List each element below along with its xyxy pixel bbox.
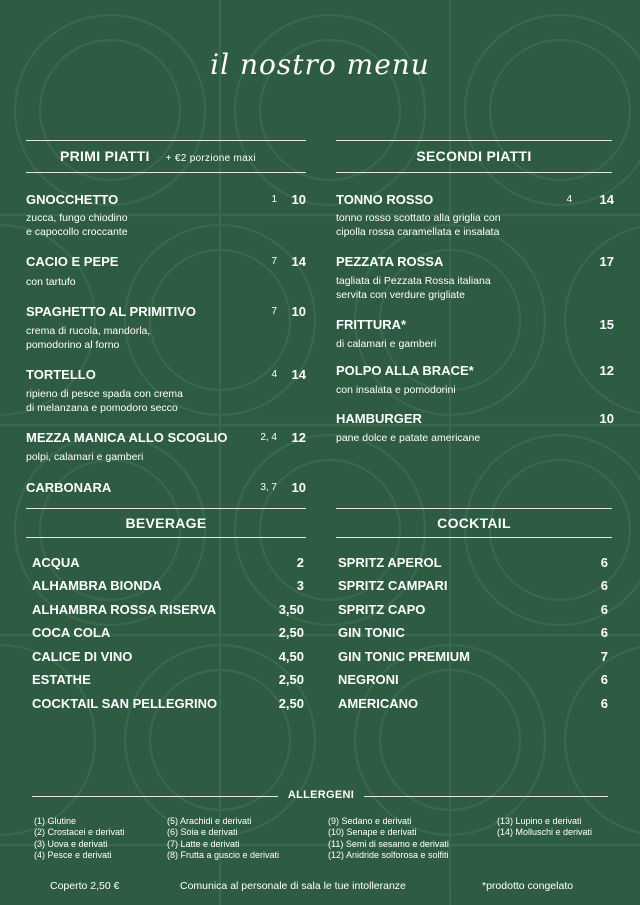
congelato-note: *prodotto congelato — [482, 880, 574, 892]
dish-name: GNOCCHETTO — [26, 192, 119, 207]
allergen-item: (4) Pesce e derivati — [34, 850, 112, 861]
dish-price: 14 — [599, 192, 614, 207]
allergeni-heading: ALLERGENI — [287, 789, 355, 801]
cocktail-name: SPRITZ CAMPARI — [338, 578, 448, 593]
cocktail-price: 6 — [600, 578, 608, 593]
dish-desc: pane dolce e patate americane — [336, 432, 481, 444]
allergen-item: (1) Glutine — [34, 816, 77, 826]
beverage-heading: BEVERAGE — [125, 515, 207, 531]
cocktail-name: SPRITZ APEROL — [338, 555, 442, 570]
dish-name: TONNO ROSSO — [336, 192, 434, 207]
dish-desc: tonno rosso scottato alla griglia con — [336, 212, 501, 224]
cocktail-price: 6 — [600, 602, 608, 617]
beverage-price: 3,50 — [278, 602, 304, 617]
dish-desc: ripieno di pesce spada con crema — [26, 388, 184, 400]
dish-name: CARBONARA — [26, 480, 112, 495]
dish-desc: e capocollo croccante — [26, 226, 128, 238]
beverage-name: ALHAMBRA ROSSA RISERVA — [32, 602, 217, 617]
cocktail-name: GIN TONIC PREMIUM — [338, 649, 470, 664]
beverage-name: ACQUA — [32, 555, 80, 570]
allergen-item: (8) Frutta a guscio e derivati — [167, 850, 280, 861]
dish-name: POLPO ALLA BRACE* — [336, 363, 474, 378]
beverage-name: COCKTAIL SAN PELLEGRINO — [32, 696, 218, 711]
cocktail-price: 6 — [600, 555, 608, 570]
dish-name: FRITTURA* — [336, 317, 407, 332]
allergen-column — [167, 816, 279, 862]
dish-name: CACIO E PEPE — [26, 254, 119, 269]
dish-allergens: 7 — [271, 306, 277, 317]
beverage-name: CALICE DI VINO — [32, 649, 133, 664]
allergen-item: (6) Soia e derivati — [167, 827, 238, 838]
dish-allergens: 2, 4 — [260, 432, 277, 443]
cocktail-name: SPRITZ CAPO — [338, 602, 426, 617]
secondi-heading: SECONDI PIATTI — [416, 148, 532, 164]
allergen-item: (2) Crostacei e derivati — [34, 827, 125, 838]
beverage-top-rule — [26, 508, 306, 509]
allergen-item: (13) Lupino e derivati — [497, 816, 582, 826]
primi-heading — [60, 148, 256, 164]
beverage-price: 2 — [296, 555, 304, 570]
dish-desc: cipolla rossa caramellata e insalata — [336, 226, 500, 238]
cocktail-price: 6 — [600, 696, 608, 711]
allergeni-rule-left — [32, 796, 278, 797]
cocktail-name: GIN TONIC — [338, 625, 405, 640]
beverage-price: 2,50 — [278, 672, 304, 687]
dish-name: SPAGHETTO AL PRIMITIVO — [26, 304, 196, 319]
beverage-price: 3 — [296, 578, 304, 593]
beverage-price: 4,50 — [278, 649, 304, 664]
cocktail-price: 7 — [600, 649, 608, 664]
primi-title: PRIMI PIATTI — [60, 148, 150, 164]
beverage-price: 2,50 — [278, 625, 304, 640]
allergeni-rule-right — [364, 796, 608, 797]
menu-title: il nostro menu — [210, 48, 430, 81]
dish-allergens: 3, 7 — [260, 482, 277, 493]
dish-desc: polpi, calamari e gamberi — [26, 451, 144, 463]
beverage-name: ESTATHE — [32, 672, 91, 687]
dish-desc: crema di rucola, mandorla, — [26, 325, 151, 337]
dish-allergens: 4 — [271, 369, 277, 380]
dish-name: MEZZA MANICA ALLO SCOGLIO — [26, 430, 228, 445]
dish-desc: di melanzana e pomodoro secco — [26, 402, 178, 414]
dish-price: 14 — [291, 254, 306, 269]
cocktail-name: AMERICANO — [338, 696, 419, 711]
beverage-name: COCA COLA — [32, 625, 111, 640]
allergen-item: (10) Senape e derivati — [328, 827, 417, 838]
dish-price: 10 — [291, 192, 306, 207]
dish-allergens: 7 — [271, 256, 277, 267]
allergen-item: (11) Semi di sesamo e derivati — [328, 838, 449, 849]
beverage-price: 2,50 — [278, 696, 304, 711]
dish-price: 17 — [599, 254, 614, 269]
primi-bottom-rule — [26, 172, 306, 173]
allergen-item: (14) Molluschi e derivati — [497, 827, 593, 838]
secondi-bottom-rule — [336, 172, 612, 173]
secondi-top-rule — [336, 140, 612, 141]
allergen-item: (12) Anidride solforosa e solfiti — [328, 850, 449, 861]
dish-desc: di calamari e gamberi — [336, 338, 437, 350]
cocktail-top-rule — [336, 508, 612, 509]
dish-desc: pomodorino al forno — [26, 339, 120, 351]
allergen-column — [34, 816, 125, 862]
primi-top-rule — [26, 140, 306, 141]
dish-price: 14 — [291, 367, 306, 382]
allergen-item: (7) Latte e derivati — [167, 838, 240, 849]
dish-desc: con tartufo — [26, 276, 76, 288]
dish-allergens: 1 — [271, 194, 277, 205]
dish-desc: servita con verdure grigliate — [336, 289, 465, 301]
dish-price: 12 — [599, 363, 614, 378]
dish-price: 10 — [291, 304, 306, 319]
cocktail-price: 6 — [600, 672, 608, 687]
allergen-item: (9) Sedano e derivati — [328, 816, 412, 826]
dish-name: TORTELLO — [26, 367, 96, 382]
beverage-name: ALHAMBRA BIONDA — [32, 578, 162, 593]
primi-maxi-note: + €2 porzione maxi — [165, 153, 256, 164]
intolleranze-note: Comunica al personale di sala le tue intolleranze — [180, 880, 406, 892]
dish-price: 15 — [599, 317, 614, 332]
dish-price: 12 — [291, 430, 306, 445]
cocktail-name: NEGRONI — [338, 672, 399, 687]
dish-allergens: 4 — [566, 194, 572, 205]
coperto-note: Coperto 2,50 € — [50, 880, 120, 892]
allergen-column — [497, 816, 592, 839]
dish-desc: tagliata di Pezzata Rossa italiana — [336, 275, 491, 287]
cocktail-price: 6 — [600, 625, 608, 640]
beverage-bottom-rule — [26, 537, 306, 538]
dish-desc: zucca, fungo chiodino — [26, 212, 128, 224]
dish-name: HAMBURGER — [336, 411, 422, 426]
allergen-item: (5) Arachidi e derivati — [167, 816, 252, 826]
dish-price: 10 — [599, 411, 614, 426]
allergen-column — [328, 816, 449, 862]
dish-price: 10 — [291, 480, 306, 495]
cocktail-bottom-rule — [336, 537, 612, 538]
cocktail-heading: COCKTAIL — [437, 515, 511, 531]
dish-name: PEZZATA ROSSA — [336, 254, 444, 269]
dish-desc: con insalata e pomodorini — [336, 384, 456, 396]
allergen-item: (3) Uova e derivati — [34, 838, 108, 849]
